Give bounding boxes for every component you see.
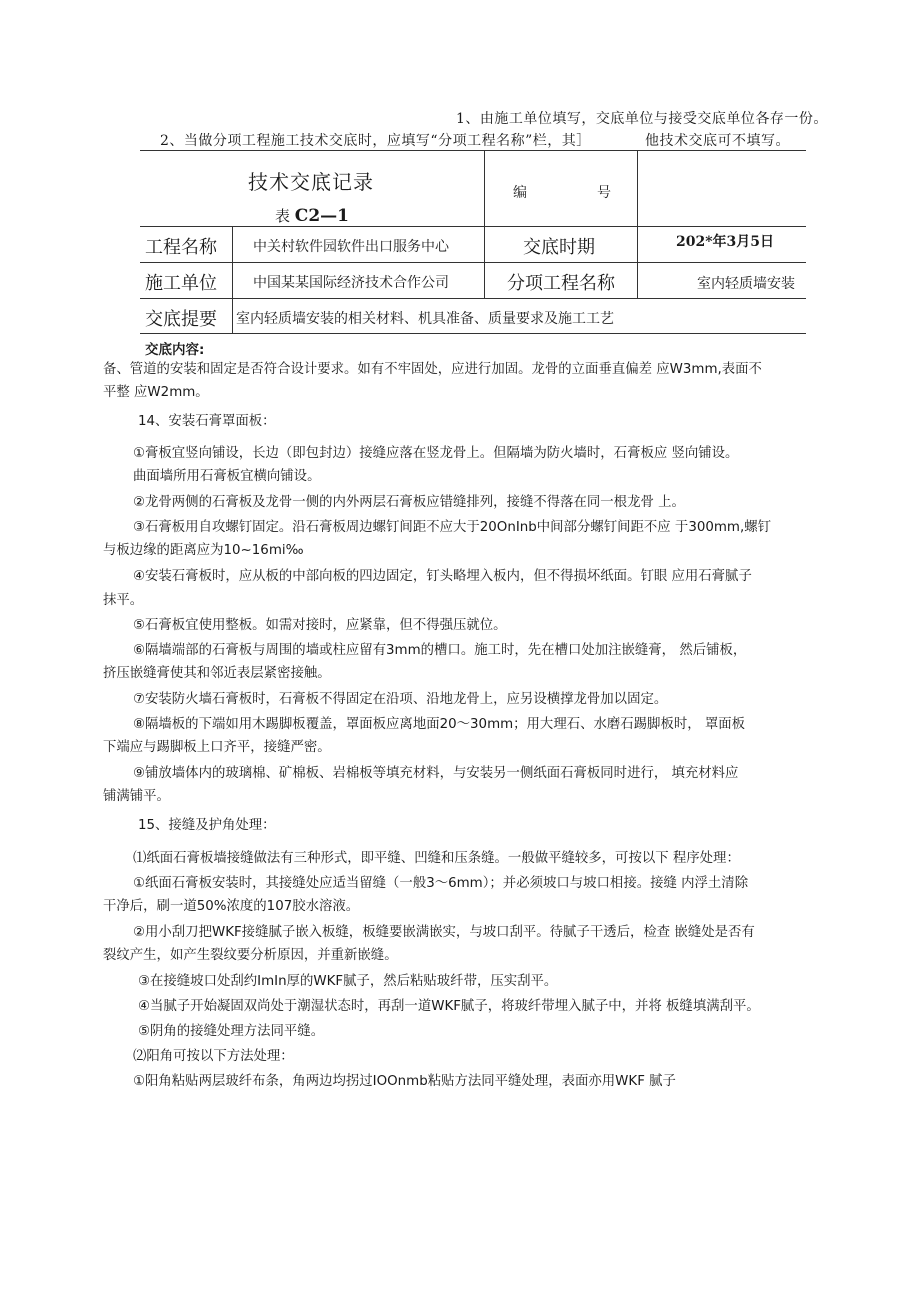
form-number bbox=[275, 205, 349, 226]
content-line: ④安装石膏板时，应从板的中部向板的四边固定，钉头略埋入板内，但不得损坏纸面。钉眼 应用石膏腻子 bbox=[133, 569, 752, 584]
content-heading: 交底内容: bbox=[145, 342, 205, 358]
content-line: 曲面墙所用石膏板宜横向铺设。 bbox=[133, 469, 321, 484]
content-line: 挤压嵌缝膏使其和邻近表层紧密接触。 bbox=[103, 666, 331, 681]
content-line: ⑤石膏板宜使用整板。如需对接时，应紧靠，但不得强压就位。 bbox=[133, 618, 507, 633]
content-line: ⑵阳角可按以下方法处理： bbox=[133, 1049, 294, 1064]
content-line: 平整 应W2mm。 bbox=[103, 385, 209, 400]
content-line: ②用小刮刀把WKF接缝腻子嵌入板缝，板缝要嵌满嵌实，与坡口刮平。待腻子干透后，检查 嵌缝处是否有 bbox=[133, 925, 755, 940]
content-line: ①阳角粘贴两层玻纤布条，角两边均拐过IOOnmb粘贴方法同平缝处理，表面亦用WKF 腻子 bbox=[133, 1074, 676, 1089]
project-name-value: 中关村软件园软件出口服务中心 bbox=[253, 239, 449, 255]
form-code: C2—1 bbox=[294, 206, 349, 226]
content-line: 14、安装石膏罩面板： bbox=[138, 414, 276, 429]
content-line: 铺满铺平。 bbox=[103, 789, 170, 804]
content-line: 备、管道的安装和固定是否符合设计要求。如有不牢固处，应进行加固。龙骨的立面垂直偏差 应W3mm,表面不 bbox=[103, 362, 762, 377]
summary-value: 室内轻质墙安装的相关材料、机具准备、质量要求及施工工艺 bbox=[236, 311, 614, 327]
content-line: ⑦安装防火墙石膏板时，石膏板不得固定在沿项、沿地龙骨上，应另设横撑龙骨加以固定。 bbox=[133, 692, 668, 707]
number-label-b: 号 bbox=[597, 185, 611, 201]
content-line: ①纸面石膏板安装时，其接缝处应适当留缝（一般3～6mm）；并必须坡口与坡口相接。接缝 内浮土清除 bbox=[133, 876, 749, 891]
content-line: 与板边缘的距离应为10~16mi‰ bbox=[103, 543, 304, 558]
note-line-2a: 2、当做分项工程施工技术交底时，应填写“分项工程名称”栏，其］ bbox=[160, 133, 591, 149]
content-line: ⑧隔墙板的下端如用木踢脚板覆盖，罩面板应离地面20～30mm；用大理石、水磨石踢脚板时， 罩面板 bbox=[133, 717, 746, 732]
form-title: 技术交底记录 bbox=[248, 170, 374, 194]
handover-time-label: 交底时期 bbox=[523, 237, 595, 258]
content-line: 15、接缝及护角处理： bbox=[138, 818, 276, 833]
content-line: 裂纹产生，如产生裂纹要分析原因，并重新嵌缝。 bbox=[103, 948, 398, 963]
form-prefix: 表 bbox=[275, 207, 291, 225]
subproject-name-value: 室内轻质墙安装 bbox=[697, 276, 795, 292]
content-line: ⑤阴角的接缝处理方法同平缝。 bbox=[138, 1024, 325, 1039]
content-line: ⑥隔墙端部的石膏板与周围的墙或柱应留有3mm的槽口。施工时，先在槽口处加注嵌缝膏， 然后铺板， bbox=[133, 643, 747, 658]
project-name-label: 工程名称 bbox=[145, 237, 217, 258]
number-label-a: 编 bbox=[513, 185, 527, 201]
content-line: ⑴纸面石膏板墙接缝做法有三种形式，即平缝、凹缝和压条缝。一般做平缝较多，可按以下 程序处理： bbox=[133, 851, 740, 866]
content-line: ②龙骨两侧的石膏板及龙骨一侧的内外两层石膏板应错缝排列，接缝不得落在同一根龙骨 上。 bbox=[133, 495, 685, 510]
note-line-2b: 他技术交底可不填写。 bbox=[645, 133, 790, 149]
subproject-name-label: 分项工程名称 bbox=[507, 273, 615, 294]
content-line: ③石膏板用自攻螺钉固定。沿石膏板周边螺钉间距不应大于20OnInb中间部分螺钉间距不应 于300mm,螺钉 bbox=[133, 520, 772, 535]
content-line: ①膏板宜竖向铺设，长边（即包封边）接缝应落在竖龙骨上。但隔墙为防火墙时，石膏板应 竖向铺设。 bbox=[133, 446, 739, 461]
content-line: ④当腻子开始凝固双尚处于潮湿状态时，再刮一道WKF腻子，将玻纤带埋入腻子中，并将 板缝填满刮平。 bbox=[138, 999, 760, 1014]
content-line: 干净后，刷一道50%浓度的107胶水溶液。 bbox=[103, 899, 360, 914]
content-line: ③在接缝坡口处刮约ImIn厚的WKF腻子，然后粘贴玻纤带，压实刮平。 bbox=[138, 974, 558, 989]
summary-label: 交底提要 bbox=[145, 309, 217, 330]
content-line: 抹平。 bbox=[103, 593, 144, 608]
content-line: 下端应与踢脚板上口齐平，接缝严密。 bbox=[103, 740, 331, 755]
construction-unit-value: 中国某某国际经济技术合作公司 bbox=[253, 275, 449, 291]
content-line: ⑨铺放墙体内的玻璃棉、矿棉板、岩棉板等填充材料，与安装另一侧纸面石膏板同时进行， 填充材料应 bbox=[133, 766, 739, 781]
handover-time-value: 202*年3月5日 bbox=[676, 234, 775, 250]
note-line-1: 1、由施工单位填写，交底单位与接受交底单位各存一份。 bbox=[456, 111, 828, 127]
construction-unit-label: 施工单位 bbox=[145, 273, 217, 294]
